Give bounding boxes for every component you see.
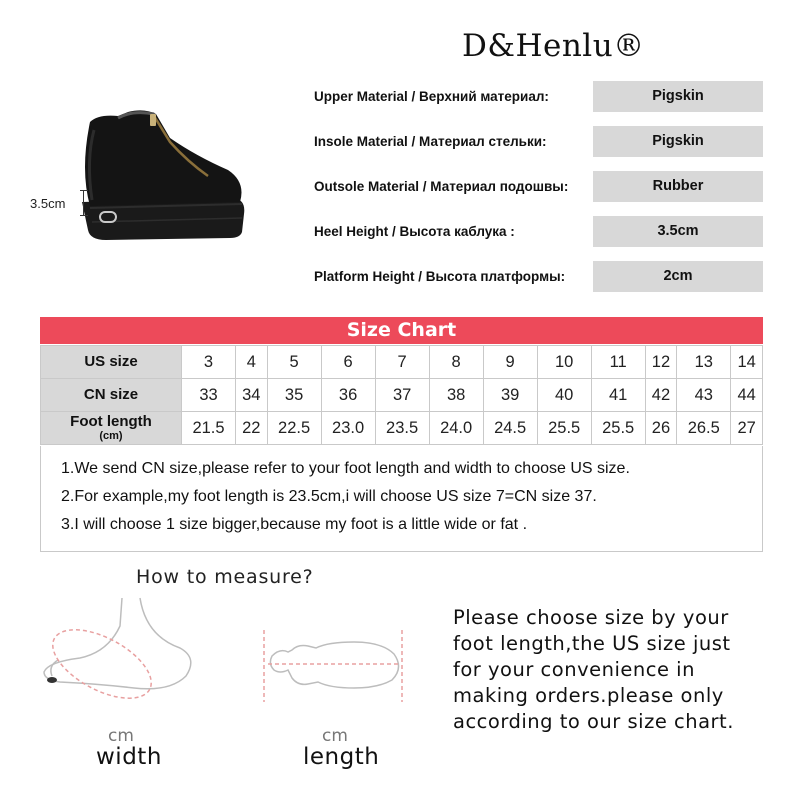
size-cell: 25.5 <box>591 412 645 445</box>
advice-line: making orders.please only <box>453 684 724 707</box>
size-row <box>41 412 763 445</box>
size-cell: 7 <box>375 346 429 379</box>
size-row-label: CN size <box>83 386 139 403</box>
size-cell: 36 <box>321 379 375 412</box>
size-cell: 3 <box>182 346 236 379</box>
foot-length-illustration <box>258 628 408 704</box>
size-cell: 4 <box>236 346 268 379</box>
size-cell: 33 <box>182 379 236 412</box>
shoe-image <box>20 90 260 250</box>
size-cell: 10 <box>537 346 591 379</box>
size-cell: 43 <box>677 379 731 412</box>
size-advice <box>453 605 773 735</box>
size-cell: 22.5 <box>267 412 321 445</box>
how-to-measure-title: How to measure? <box>136 566 314 588</box>
size-note: 1.We send CN size,please refer to your foot length and width to choose US size. <box>61 460 630 477</box>
size-cell: 23.5 <box>375 412 429 445</box>
size-row-label: US size <box>84 353 138 370</box>
size-cell: 39 <box>483 379 537 412</box>
size-cell: 37 <box>375 379 429 412</box>
size-cell: 13 <box>677 346 731 379</box>
heel-height-label: 3.5cm <box>30 196 66 211</box>
size-row-label: Foot length <box>70 413 152 430</box>
size-chart-title: Size Chart <box>40 317 763 344</box>
width-caption: width <box>96 744 162 770</box>
size-cell: 26.5 <box>677 412 731 445</box>
spec-value-heel: 3.5cm <box>593 216 763 247</box>
height-marker <box>80 190 88 216</box>
foot-width-illustration <box>30 596 210 706</box>
size-cell: 38 <box>429 379 483 412</box>
size-cell: 22 <box>236 412 268 445</box>
advice-line: Please choose size by your <box>453 606 729 629</box>
size-cell: 42 <box>645 379 677 412</box>
size-cell: 35 <box>267 379 321 412</box>
spec-label-upper: Upper Material / Верхний материал: <box>314 89 549 104</box>
size-row-header <box>41 412 182 445</box>
advice-line: according to our size chart. <box>453 710 734 733</box>
advice-line: foot length,the US size just <box>453 632 731 655</box>
brand-logo: D&Henlu® <box>462 28 645 64</box>
size-notes <box>40 446 763 552</box>
advice-line: for your convenience in <box>453 658 695 681</box>
size-cell: 9 <box>483 346 537 379</box>
spec-value-outsole: Rubber <box>593 171 763 202</box>
size-cell: 6 <box>321 346 375 379</box>
size-cell: 44 <box>731 379 763 412</box>
size-row <box>41 346 763 379</box>
size-row <box>41 379 763 412</box>
size-row-unit: (cm) <box>99 430 123 442</box>
size-cell: 40 <box>537 379 591 412</box>
size-cell: 12 <box>645 346 677 379</box>
size-cell: 21.5 <box>182 412 236 445</box>
size-row-header <box>41 346 182 379</box>
size-cell: 8 <box>429 346 483 379</box>
size-row-header <box>41 379 182 412</box>
size-cell: 5 <box>267 346 321 379</box>
size-note: 3.I will choose 1 size bigger,because my foot is a little wide or fat . <box>61 516 528 533</box>
size-cell: 23.0 <box>321 412 375 445</box>
spec-label-platform: Platform Height / Высота платформы: <box>314 269 566 284</box>
spec-value-upper: Pigskin <box>593 81 763 112</box>
width-unit: cm <box>108 726 134 746</box>
length-unit: cm <box>322 726 348 746</box>
spec-label-heel: Heel Height / Высота каблука : <box>314 224 515 239</box>
size-cell: 27 <box>731 412 763 445</box>
spec-label-outsole: Outsole Material / Материал подошвы: <box>314 179 569 194</box>
spec-label-insole: Insole Material / Материал стельки: <box>314 134 547 149</box>
size-note: 2.For example,my foot length is 23.5cm,i will choose US size 7=CN size 37. <box>61 488 597 505</box>
size-cell: 41 <box>591 379 645 412</box>
size-cell: 11 <box>591 346 645 379</box>
spec-value-insole: Pigskin <box>593 126 763 157</box>
length-caption: length <box>303 744 380 770</box>
spec-value-platform: 2cm <box>593 261 763 292</box>
size-table <box>40 345 763 445</box>
size-cell: 25.5 <box>537 412 591 445</box>
size-cell: 24.5 <box>483 412 537 445</box>
size-cell: 14 <box>731 346 763 379</box>
size-cell: 24.0 <box>429 412 483 445</box>
size-cell: 34 <box>236 379 268 412</box>
size-cell: 26 <box>645 412 677 445</box>
